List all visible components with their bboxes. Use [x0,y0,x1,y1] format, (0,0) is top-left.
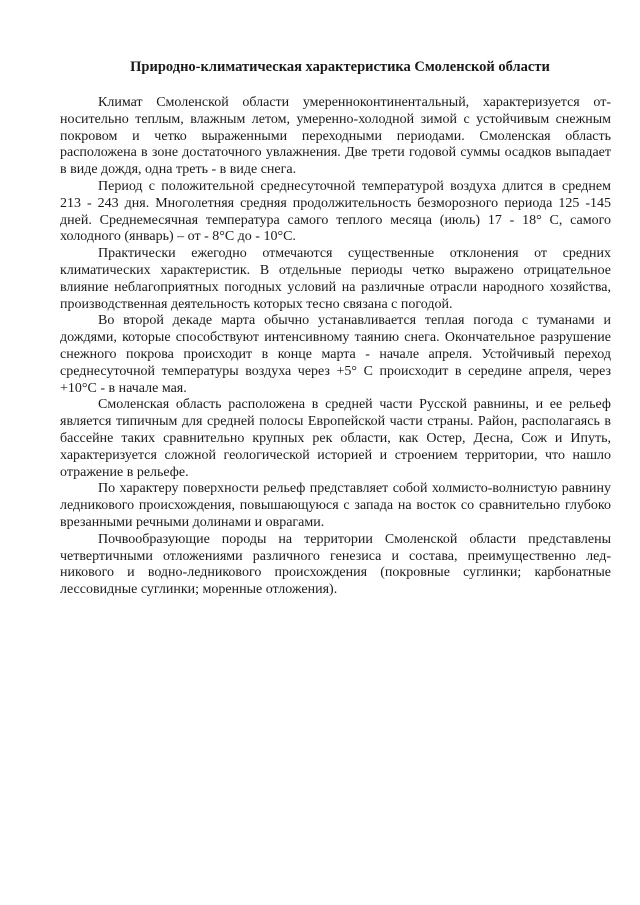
paragraph-spring: Во второй декаде марта обычно устанавливается теплая погода с туманами и дождями, которые способствуют интенсивному таянию снега. Окончательное разрушение снежного покрова происходит в конце марта - начале апреля. Устойчивый переход среднесуточной температуры воздуха через +5° С происходит в середине апреля, через +10°С - в начале мая. [60,313,611,396]
paragraph-surface: По характеру поверхности рельеф представляет собой холмисто-волнистую равнину ледникового происхождения, повышающуюся с запада на восток со сравнительно глубоко врезанными речными долинами и оврагами. [60,481,611,530]
paragraph-temperature-period: Период с положительной среднесуточной температурой воздуха длится в среднем 213 - 243 дня. Многолетняя средняя продолжительность безморозного периода 125 -145 дней. Среднемесячная температура самого теплого месяца (июль) 17 - 18° С, самого холодного (январь) – от - 8°С до - 10°С. [60,178,611,245]
paragraph-deviations: Практически ежегодно отмечаются существенные отклонения от средних климатических характеристик. В отдельные периоды четко выражено отрицательное влияние неблагоприятных погодных условий на различные отрасли народного хозяйства, производственная деятельность которых тесно связана с погодой. [60,246,611,312]
document-title: Природно-климатическая характеристика Смоленской области [130,59,550,75]
paragraph-soil-rocks: Почвообразующие породы на территории Смоленской области представлены четвертичными отложениями различного генезиса и состава, преимущественно ледникового и водно-ледникового происхождения (покровные суглинки; карбонатные лессовидные суглинки; моренные отложения). [60,531,611,598]
paragraph-relief: Смоленская область расположена в средней части Русской равнины, и ее рельеф является типичным для средней полосы Европейской части страны. Район, располагаясь в бассейне таких сравнительно крупных рек области, как Остер, Десна, Сож и Ипуть, характеризуется сложной геологической историей и строением территории, что нашло отражение в рельефе. [60,397,611,480]
document-body [60,95,611,599]
paragraph-climate: Климат Смоленской области умеренноконтинентальный, характеризуется относительно теплым, влажным летом, умеренно-холодной зимой с устойчивым снежным покровом и четко выраженными переходными периодами. Смоленская область расположена в зоне достаточного увлажнения. Две трети годовой суммы осадков выпадает в виде дождя, одна треть - в виде снега. [60,95,611,178]
